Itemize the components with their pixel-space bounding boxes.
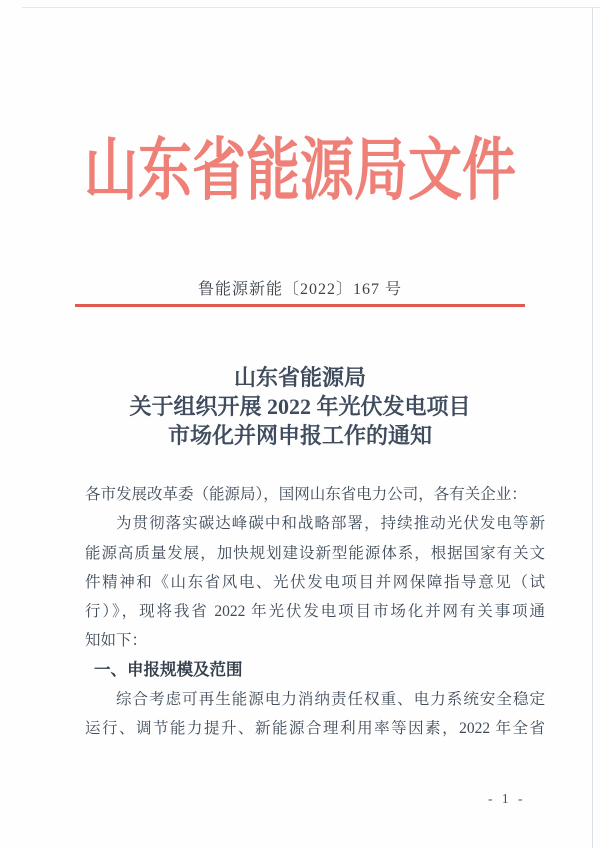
section-1-heading: 一、申报规模及范围: [94, 660, 243, 679]
agency-letterhead-title: 山东省能源局文件: [84, 133, 516, 209]
paragraph-1-line-4: 行）》，现将我省 2022 年光伏发电项目市场化并网有关事项通: [85, 603, 545, 621]
scan-edge-top: [22, 7, 600, 8]
paragraph-1-line-1: 为贯彻落实碳达峰碳中和战略部署，持续推动光伏发电等新: [116, 515, 545, 533]
paragraph-1-line-5: 知如下：: [85, 632, 148, 650]
document-title-line-1: 山东省能源局: [233, 365, 366, 390]
paragraph-2-line-2: 运行、调节能力提升、新能源合理利用率等因素，2022 年全省: [85, 720, 545, 738]
document-title-line-3: 市场化并网申报工作的通知: [167, 423, 432, 448]
paragraph-1-line-3: 件精神和《山东省风电、光伏发电项目并网保障指导意见（试: [85, 573, 545, 591]
document-body: [85, 480, 545, 744]
paragraph-1-line-2: 能源高质量发展，加快规划建设新型能源体系，根据国家有关文: [85, 544, 545, 562]
document-title: [0, 363, 600, 450]
paragraph-2-line-1: 综合考虑可再生能源电力消纳责任权重、电力系统安全稳定: [116, 691, 545, 709]
document-title-line-2: 关于组织开展 2022 年光伏发电项目: [129, 394, 471, 419]
footer-page-number: - 1 -: [488, 791, 526, 806]
document-reference-number: 鲁能源新能〔2022〕167 号: [197, 281, 402, 298]
salutation-line: 各市发展改革委（能源局），国网山东省电力公司，各有关企业：: [85, 486, 527, 503]
red-divider-rule: [75, 304, 525, 307]
